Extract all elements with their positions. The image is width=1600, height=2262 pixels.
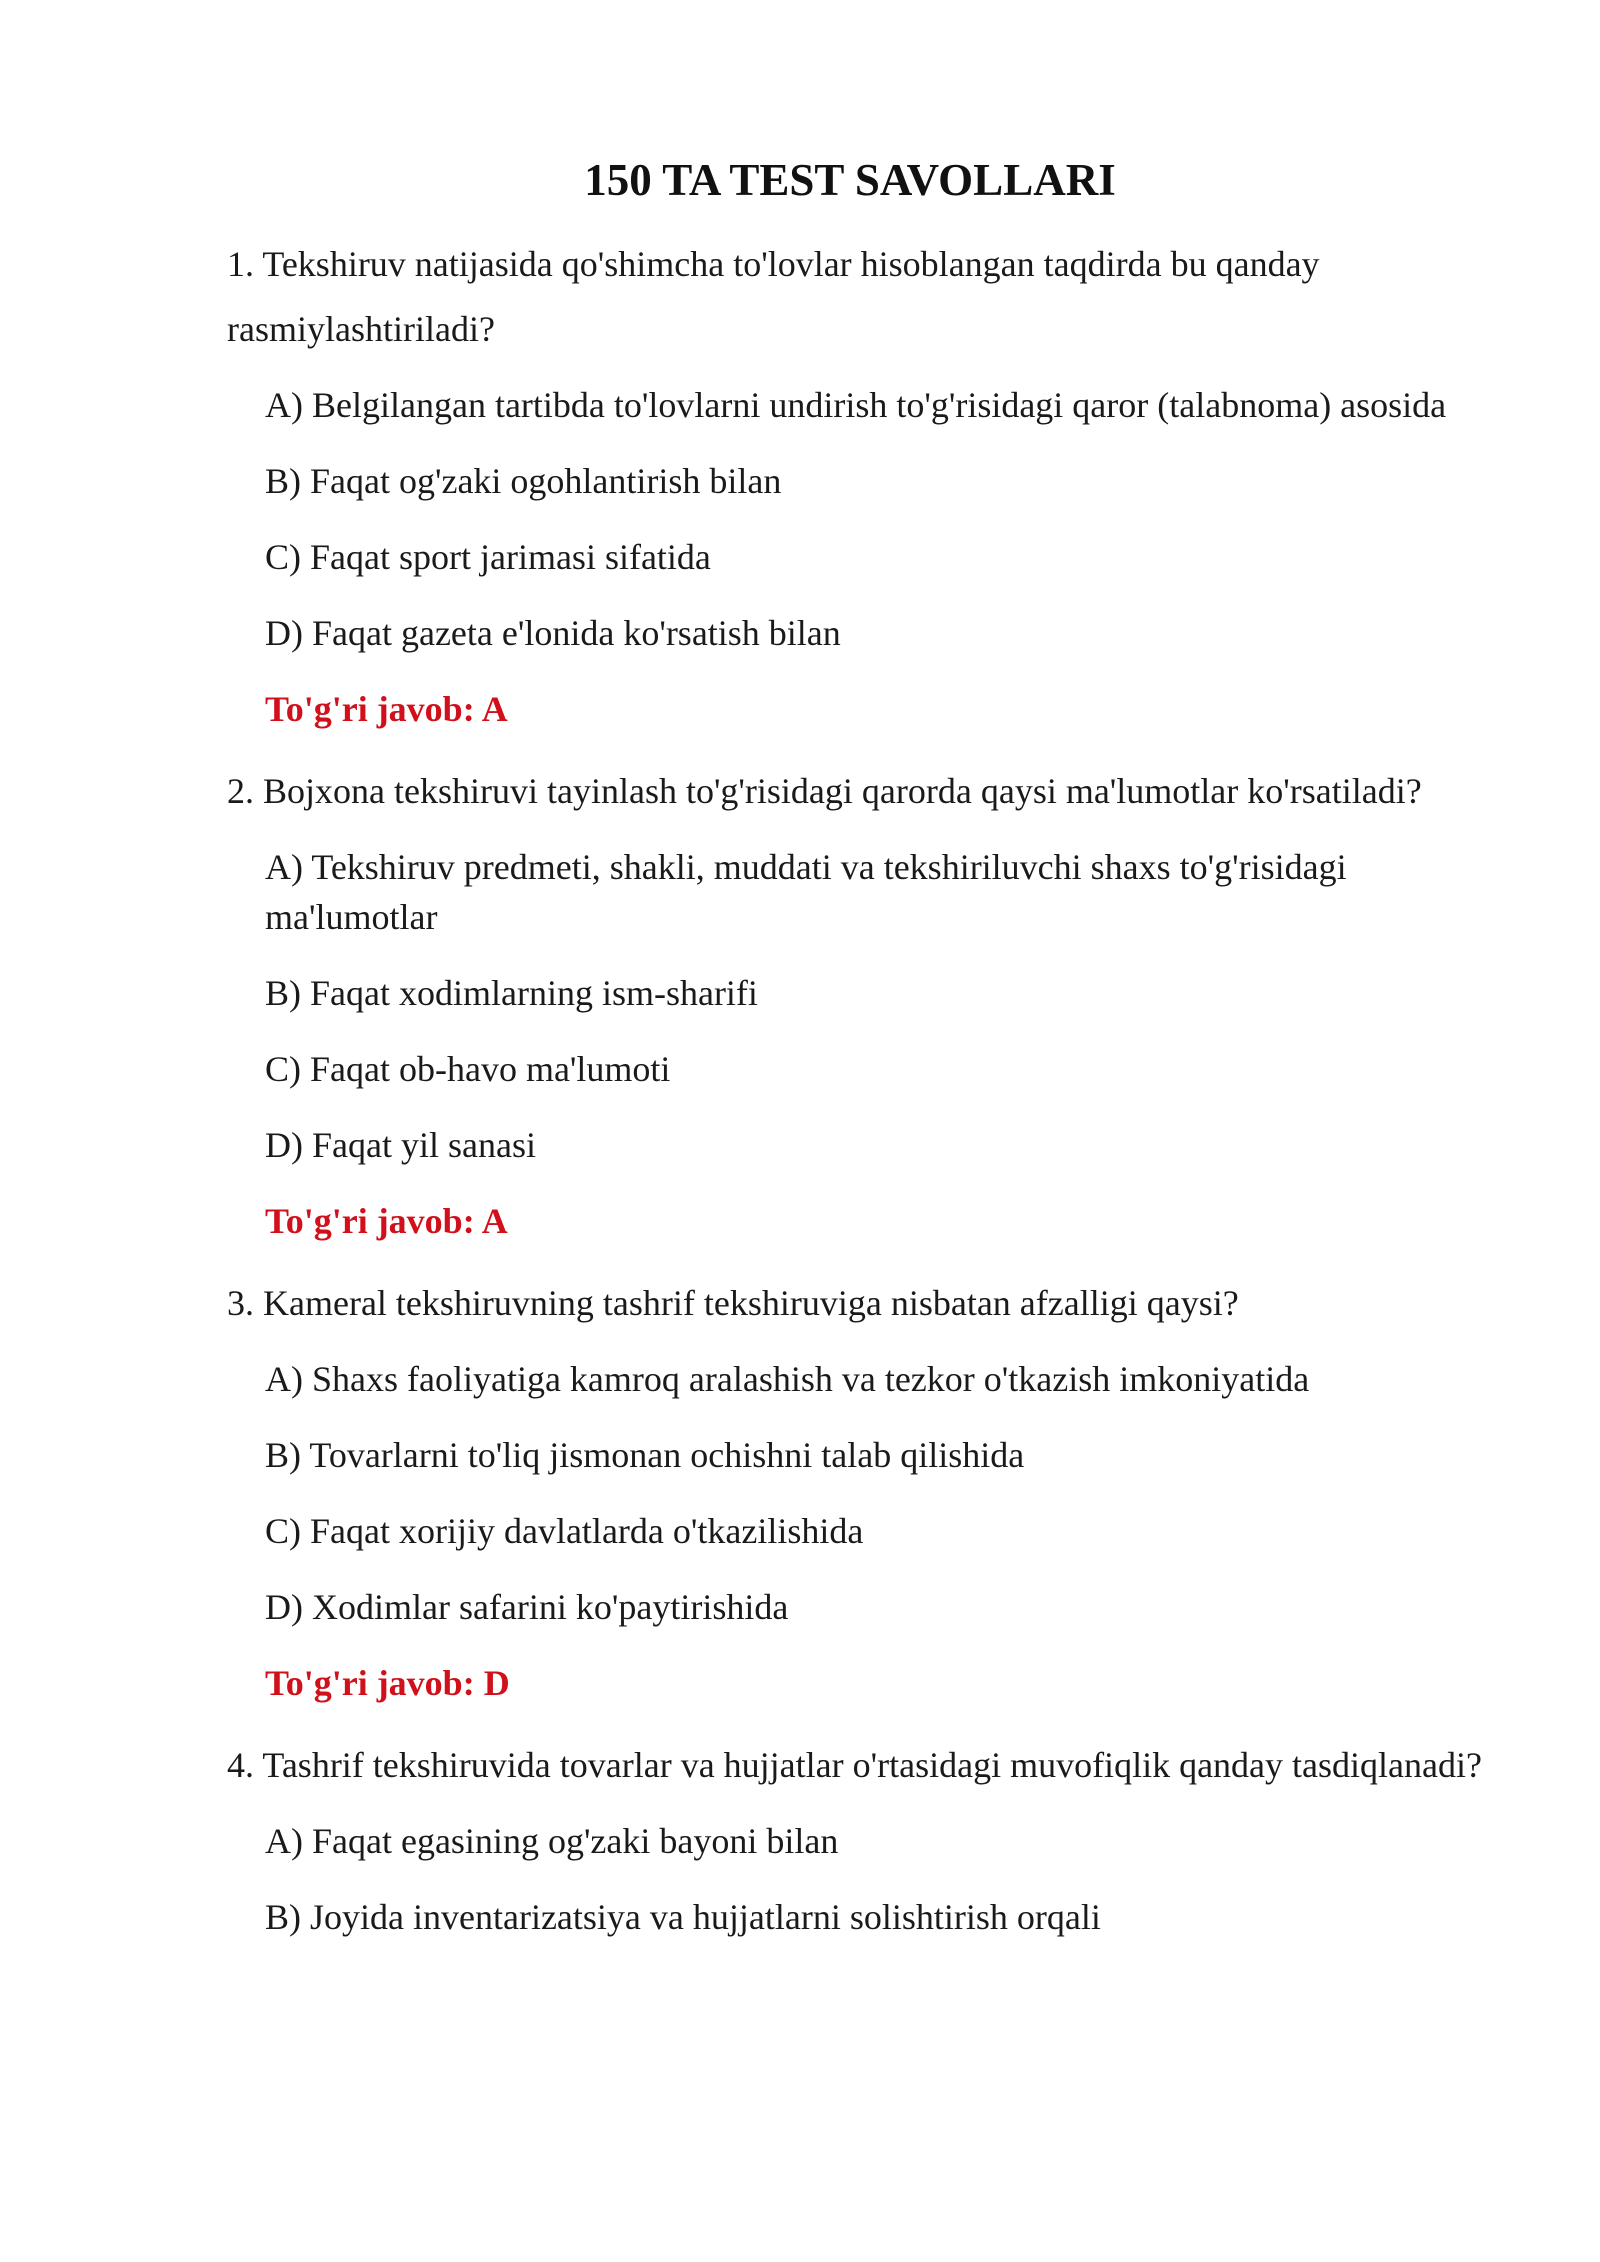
option-d: D) Xodimlar safarini ko'paytirishida [265, 1587, 789, 1627]
option-b: B) Faqat og'zaki ogohlantirish bilan [265, 461, 782, 501]
answer-prefix: To'g'ri javob: [265, 1663, 484, 1703]
option-a: A) Belgilangan tartibda to'lovlarni undirish to'g'risidagi qaror (talabnoma) asosida [265, 385, 1447, 425]
correct-answer [227, 1196, 1487, 1246]
option-a: A) Tekshiruv predmeti, shakli, muddati va tekshiriluvchi shaxs to'g'risidagi ma'lumotlar [265, 847, 1347, 937]
option-c: C) Faqat xorijiy davlatlarda o'tkazilishida [265, 1511, 864, 1551]
option-a: A) Faqat egasining og'zaki bayoni bilan [265, 1821, 839, 1861]
option-c: C) Faqat sport jarimasi sifatida [265, 537, 711, 577]
option-b: B) Tovarlarni to'liq jismonan ochishni talab qilishida [265, 1435, 1025, 1475]
option-c: C) Faqat ob-havo ma'lumoti [265, 1049, 671, 1089]
options-list [227, 842, 1487, 1170]
options-list [227, 380, 1487, 658]
question-text: 1. Tekshiruv natijasida qo'shimcha to'lovlar hisoblangan taqdirda bu qanday rasmiylashtiriladi? [227, 244, 1320, 349]
correct-answer [227, 1658, 1487, 1708]
answer-letter: D [483, 1663, 510, 1703]
answer-letter: A [481, 1201, 508, 1241]
answer-letter: A [481, 689, 508, 729]
question-block [227, 1733, 1487, 1942]
correct-answer [227, 684, 1487, 734]
answer-prefix: To'g'ri javob: [265, 689, 482, 729]
question-text: 4. Tashrif tekshiruvida tovarlar va hujjatlar o'rtasidagi muvofiqlik qanday tasdiqlanadi? [227, 1745, 1482, 1785]
option-d: D) Faqat yil sanasi [265, 1125, 536, 1165]
question-block [227, 232, 1487, 734]
document-title: 150 TA TEST SAVOLLARI [584, 155, 1116, 205]
question-block [227, 759, 1487, 1246]
option-b: B) Faqat xodimlarning ism-sharifi [265, 973, 758, 1013]
options-list [227, 1816, 1487, 1942]
question-block [227, 1271, 1487, 1708]
options-list [227, 1354, 1487, 1632]
option-b: B) Joyida inventarizatsiya va hujjatlarni solishtirish orqali [265, 1897, 1101, 1937]
answer-prefix: To'g'ri javob: [265, 1201, 482, 1241]
question-text: 3. Kameral tekshiruvning tashrif tekshiruviga nisbatan afzalligi qaysi? [227, 1283, 1239, 1323]
question-text: 2. Bojxona tekshiruvi tayinlash to'g'risidagi qarorda qaysi ma'lumotlar ko'rsatiladi? [227, 771, 1422, 811]
option-d: D) Faqat gazeta e'lonida ko'rsatish bilan [265, 613, 841, 653]
option-a: A) Shaxs faoliyatiga kamroq aralashish va tezkor o'tkazish imkoniyatida [265, 1359, 1310, 1399]
questions-list [227, 232, 1487, 1968]
